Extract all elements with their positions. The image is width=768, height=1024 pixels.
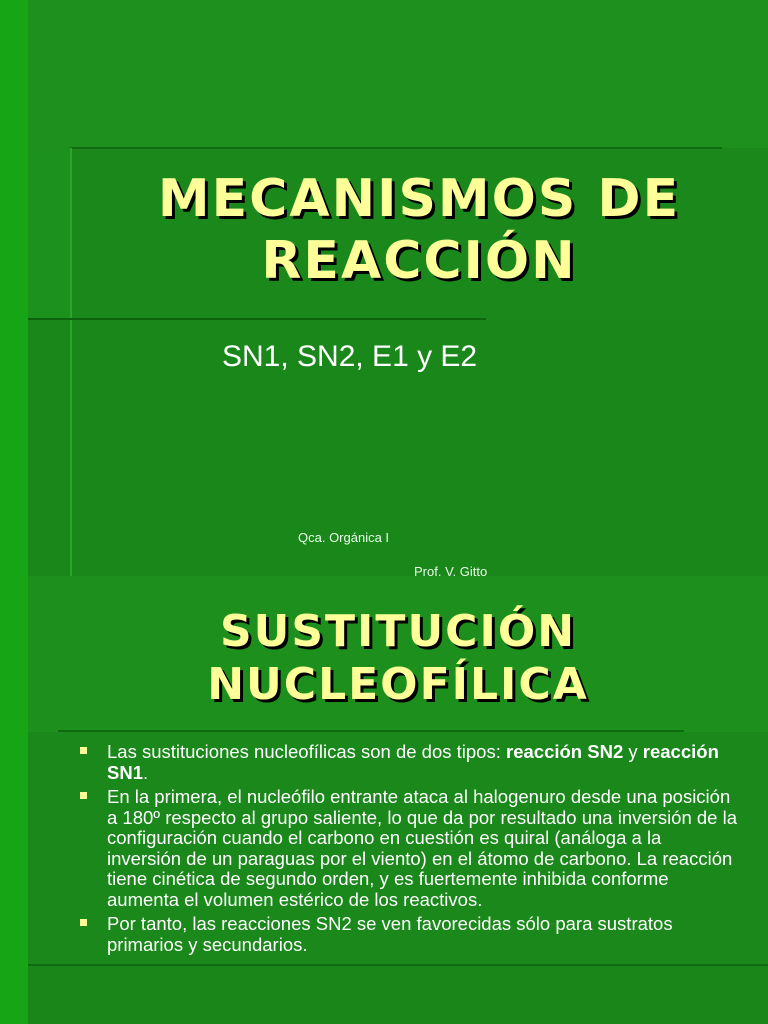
slide-content — [0, 576, 768, 1024]
square-bullet-icon — [80, 919, 87, 926]
slide-title-heading — [70, 168, 768, 293]
slide-subtitle: SN1, SN2, E1 y E2 — [222, 340, 478, 373]
bullet-item — [80, 742, 740, 783]
course-name: Qca. Orgánica I — [298, 530, 390, 545]
square-bullet-icon — [80, 747, 87, 754]
background-band — [0, 0, 768, 148]
bullet-bold-text: reacción SN1 — [107, 741, 719, 783]
bullet-text: . — [143, 761, 149, 783]
professor-name: Prof. V. Gitto — [414, 564, 488, 576]
left-stripe — [0, 576, 28, 1024]
bullet-item — [80, 914, 740, 955]
bullet-item — [80, 787, 740, 910]
bullet-bold-text: reacción SN2 — [506, 741, 624, 762]
left-stripe — [0, 0, 28, 576]
title-line: REACCIÓN — [261, 231, 577, 292]
divider-line — [58, 730, 684, 732]
bullet-text: En la primera, el nucleófilo entrante ataca al halogenuro desde una posición a 180º respecto al grupo saliente, lo que da por resultado una inversión de la configuración cuando el carbono en cuestión es quiral (análoga a la inversión de un paraguas por el viento) en el átomo de carbono. La reacción tiene cinética de segundo orden, y es fuertemente inhibida conforme aumenta el volumen estérico de los reactivos. — [107, 786, 738, 910]
bullet-text: Las sustituciones nucleofílicas son de dos tipos: — [107, 741, 507, 762]
bullet-list — [80, 742, 740, 959]
bullet-text: Por tanto, las reacciones SN2 se ven favorecidas sólo para sustratos primarios y secundarios. — [107, 913, 673, 955]
bullet-text: y — [623, 741, 643, 762]
divider-line — [28, 318, 486, 320]
title-line: NUCLEOFÍLICA — [207, 658, 589, 710]
title-line: MECANISMOS DE — [157, 169, 681, 229]
lower-panel — [28, 966, 768, 1024]
square-bullet-icon — [80, 792, 87, 799]
slide-heading — [28, 606, 768, 712]
title-line: SUSTITUCIÓN — [219, 606, 577, 657]
divider-line — [70, 147, 722, 149]
divider-line — [28, 964, 768, 966]
